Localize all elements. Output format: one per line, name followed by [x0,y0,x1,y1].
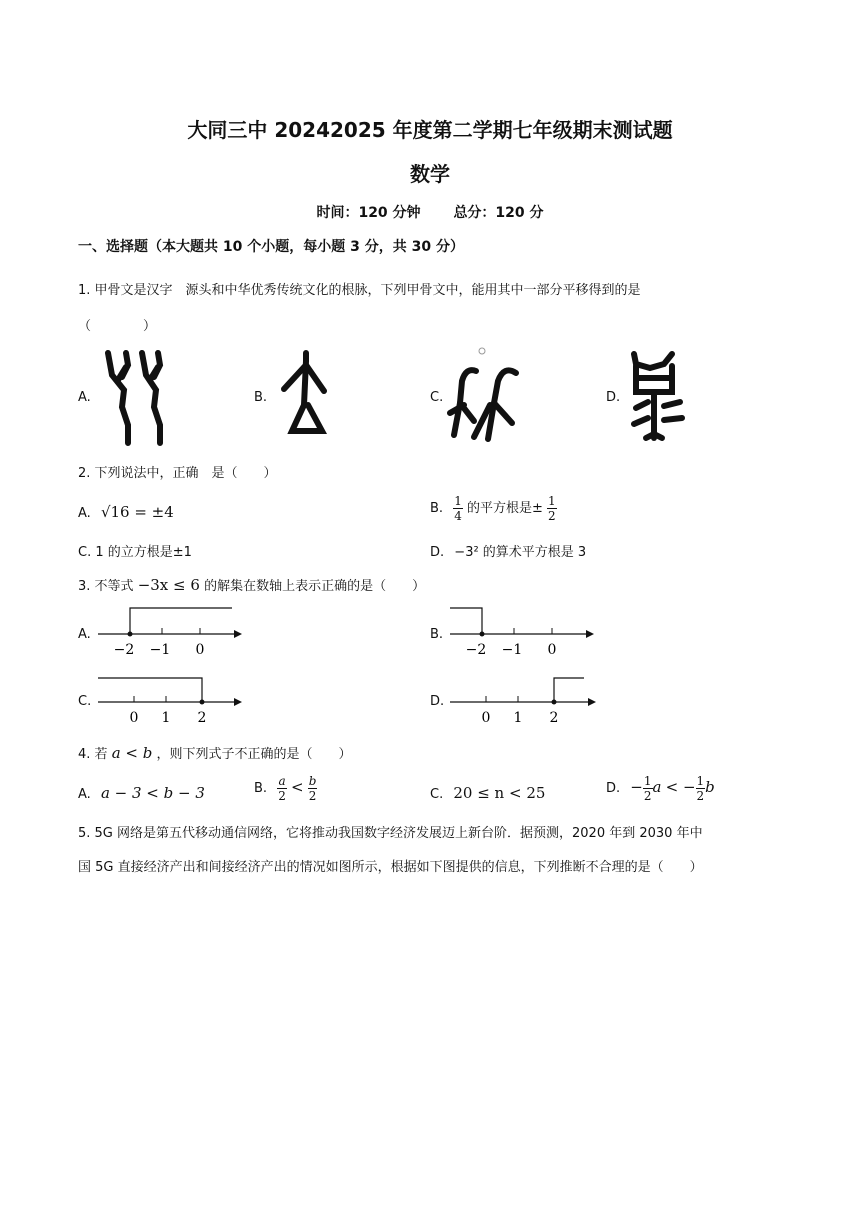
tick-label: −2 [465,642,487,658]
question-1-stem: 1. 甲骨文是汉字 源头和中华优秀传统文化的根脉，下列甲骨文中，能用其中一部分平移得到的是 [78,283,641,298]
q2-option-b-text: 的平方根是± [466,501,543,516]
q2-option-b-fraction-2 [547,494,557,523]
q3-option-a-label: A. [78,627,91,642]
tick-label: −1 [501,642,523,658]
q2-option-a-expr: √16 = ±4 [100,503,174,521]
oracle-glyph-b-image [272,347,332,441]
fraction-denominator: 2 [548,509,556,523]
q1-option-b-label: B. [254,390,268,405]
q2-option-d [430,541,586,560]
q4-option-d-fraction-2: $\frac{1}{2}$ [696,774,705,803]
oracle-glyph-a-image [98,345,174,447]
q2-option-b [430,494,557,523]
tick-label: 1 [161,710,171,726]
exam-total: 总分：120 分 [453,205,544,221]
q4-option-b: B. $\frac{a}{2}$ < $\frac{b}{2}$ [254,774,317,803]
q1-option-a-label: A. [78,390,91,405]
q2-option-a [78,503,174,521]
tick-label: −2 [113,642,135,658]
q3-numberline-b [448,604,598,660]
q4-option-c-label: C. [430,787,444,802]
tick-label: 0 [481,710,491,726]
tick-label: −1 [149,642,171,658]
question-4-stem [78,743,352,762]
exam-title: 大同三中 20242025 年度第二学期七年级期末测试题 [187,118,673,142]
tick-label: 1 [513,710,523,726]
q3-numberline-c [96,672,246,728]
q2-option-b-label: B. [430,501,444,516]
fraction-denominator: 4 [454,509,462,523]
tick-label: 2 [549,710,559,726]
fraction-numerator: a [278,774,286,788]
q4-option-c-expr: 20 ≤ n < 25 [453,784,546,802]
q3-numberline-a [96,604,246,660]
q2-option-a-label: A. [78,506,91,521]
q3-stem-post: 的解集在数轴上表示正确的是（ ） [204,579,426,594]
fraction-denominator: 2 [278,789,286,803]
q4-option-b-label: B. [254,781,268,796]
q2-option-d-label: D. [430,545,445,560]
question-5-line-2: 国 5G 直接经济产出和间接经济产出的情况如图所示，根据如下图提供的信息，下列推断不合理的是（ ） [78,860,703,875]
tick-label: 0 [195,642,205,658]
oracle-glyph-c-image [446,343,526,447]
q3-stem-expr: −3x ≤ 6 [137,576,200,594]
q4-option-d-fraction-1: $\frac{1}{2}$ [643,774,652,803]
exam-time: 时间：120 分钟 [316,205,421,221]
question-1-paren: （ ） [78,319,157,334]
exam-meta [0,202,860,222]
q4-stem-post: ，则下列式子不正确的是（ ） [156,747,352,762]
tick-label: 0 [129,710,139,726]
question-5-line-1: 5. 5G 网络是第五代移动通信网络，它将推动我国数字经济发展迈上新台阶．据预测，2020 年到 2030 年中 [78,826,703,841]
oracle-glyph-d-image [624,348,696,444]
q4-option-a-expr: a − 3 < b − 3 [100,784,205,802]
q2-option-c: C. 1 的立方根是±1 [78,545,192,560]
fraction-numerator: b [308,774,317,788]
fraction-numerator: 1 [454,494,462,508]
tick-label: 2 [197,710,207,726]
question-2-stem: 2. 下列说法中，正确 是（ ） [78,466,277,481]
q2-option-b-fraction [453,494,463,523]
q1-option-c-label: C. [430,390,444,405]
q4-option-b-fraction-a [277,774,287,803]
q4-option-d-var-a: a [652,778,662,796]
q3-option-b-label: B. [430,627,444,642]
q1-option-d-label: D. [606,390,621,405]
tick-label: 0 [547,642,557,658]
q3-stem-pre: 3. 不等式 [78,579,134,594]
q4-stem-expr: a < b [111,744,153,762]
exam-subject: 数学 [410,162,450,186]
q3-numberline-d [448,672,600,728]
fraction-denominator: 2 [308,789,317,803]
q4-option-a-label: A. [78,787,91,802]
q3-option-c-label: C. [78,694,92,709]
q4-option-d-label: D. [606,781,621,796]
q4-option-d: D. − $\frac{1}{2}$ a < − $\frac{1}{2}$ b [606,774,715,803]
section-heading: 一、选择题（本大题共 10 个小题，每小题 3 分，共 30 分） [78,239,464,255]
fraction-numerator: 1 [548,494,556,508]
q4-option-d-var-b: b [705,778,715,796]
q3-option-d-label: D. [430,694,445,709]
q2-option-d-expr: −3² 的算术平方根是 3 [454,545,587,560]
q4-option-b-fraction-b [308,774,318,803]
question-3-stem [78,575,425,594]
q4-option-c [430,784,545,802]
q4-option-a [78,784,205,802]
q4-stem-pre: 4. 若 [78,747,108,762]
